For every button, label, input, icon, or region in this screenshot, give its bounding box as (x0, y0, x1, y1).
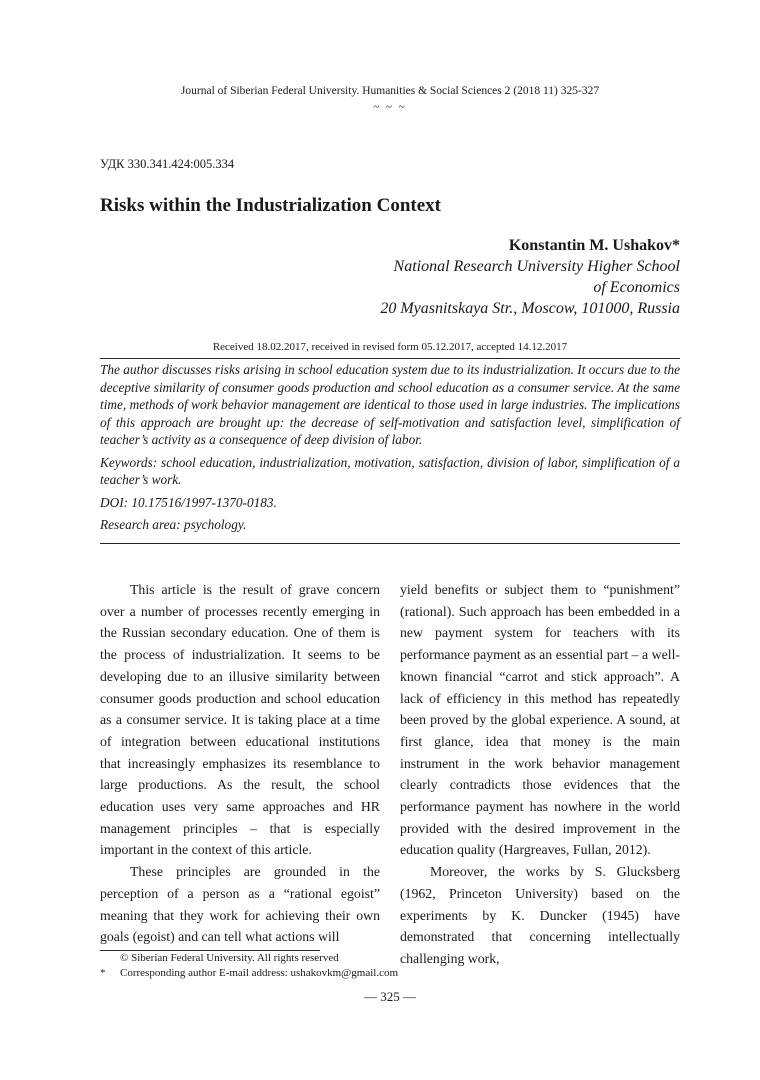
keywords: Keywords: school education, industrialization, motivation, satisfaction, division of labor, simplification of a teacher’s work. (100, 454, 680, 487)
received-dates: Received 18.02.2017, received in revised form 05.12.2017, accepted 14.12.2017 (212, 341, 568, 353)
body-paragraph: yield benefits or subject them to “punishment” (rational). Such approach has been embedded in a new payment system for teachers with its performance payment as an essential part – a well-known financial “carrot and stick approach”. A lack of efficiency in this method has repeatedly been proved by the global experience. A sound, at first glance, idea that money is the main instrument in the work behavior management clearly contradicts those evidences that the performance payment has nowhere in the world provided with the desired improvement in the education quality (Hargreaves, Fullan, 2012). (400, 582, 680, 858)
affiliation-line-2: of Economics (593, 279, 680, 296)
footnote-rule (100, 950, 320, 951)
doi: DOI: 10.17516/1997-1370-0183. (100, 494, 277, 510)
udk-code: УДК 330.341.424:005.334 (100, 157, 235, 171)
body-column-right (400, 579, 680, 970)
body-paragraph: These principles are grounded in the perception of a person as a “rational egoist” meaning that they work for achieving their own goals (egoist) and can tell what actions will (100, 864, 380, 945)
page-number: — 325 — (364, 989, 416, 1004)
footnote-copyright: © Siberian Federal University. All rights reserved (120, 952, 339, 964)
footnote-mark: * (100, 967, 106, 979)
body-paragraph: This article is the result of grave concern over a number of processes recently emerging in the Russian secondary education. One of them is the process of industrialization. It seems to be developing due to an illusive similarity between consumer goods production and school education as a consumer service. It is taking place at a time of integration between educational institutions that increasingly emphasizes its resemblance to large productions. As the result, the school education uses very same approaches and HR management principles – that is especially important in the context of this article. (100, 582, 380, 858)
footnote-corresponding (100, 967, 398, 979)
journal-header: Journal of Siberian Federal University. Humanities & Social Sciences 2 (2018 11) 325-327 (180, 85, 600, 97)
author-address: 20 Myasnitskaya Str., Moscow, 101000, Russia (380, 300, 680, 317)
abstract-top-rule (100, 358, 680, 359)
corresponding-email: Corresponding author E-mail address: ushakovkm@gmail.com (120, 967, 399, 979)
abstract-bottom-rule (100, 543, 680, 544)
abstract-block (100, 361, 680, 534)
article-title: Risks within the Industrialization Context (100, 195, 441, 216)
header-separator: ~ ~ ~ (373, 101, 407, 113)
body-column-left (100, 579, 380, 948)
research-area: Research area: psychology. (100, 517, 247, 532)
abstract-text: The author discusses risks arising in school education system due to its industrialization. It occurs due to the deceptive similarity of consumer goods production and school education as a consumer service. At the same time, methods of work behavior management are identical to those used in large industries. The implications of this approach are brought up: the decrease of self-motivation and satisfaction level, simplification of teacher’s activity as a consequence of deep division of labor. (100, 362, 680, 447)
body-paragraph: Moreover, the works by S. Glucksberg (1962, Princeton University) based on the experiments by K. Duncker (1945) have demonstrated that concerning intellectually challenging work, (400, 864, 680, 966)
author-block (380, 235, 680, 319)
affiliation-line-1: National Research University Higher School (393, 258, 680, 275)
author-name: Konstantin M. Ushakov* (508, 237, 680, 254)
